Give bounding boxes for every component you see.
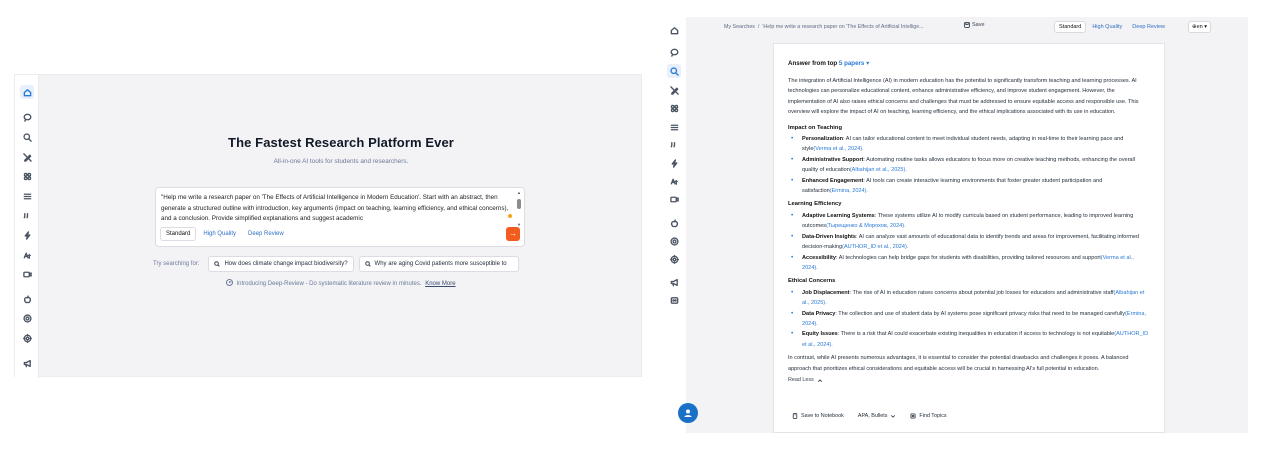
help-chat-button[interactable] bbox=[678, 403, 698, 423]
citation-style-dropdown[interactable] bbox=[858, 413, 897, 419]
mode-deep-review[interactable]: Deep Review bbox=[1132, 24, 1166, 30]
chat-icon[interactable] bbox=[20, 110, 34, 124]
list-item bbox=[788, 232, 1150, 253]
save-to-notebook-button[interactable] bbox=[792, 413, 844, 419]
query-scrollbar[interactable] bbox=[517, 191, 521, 226]
intro-banner bbox=[39, 279, 643, 287]
item-term: Personalization bbox=[802, 136, 843, 143]
item-text: : These systems utilize AI to modify curricula based on student performance, leading to improved learning outcomes bbox=[802, 212, 1134, 230]
scroll-thumb[interactable] bbox=[517, 199, 521, 209]
query-box[interactable] bbox=[155, 187, 525, 247]
globe-icon: ⊕ bbox=[1192, 24, 1197, 30]
mode-high-quality[interactable]: High Quality bbox=[203, 231, 237, 237]
answer-list bbox=[788, 211, 1150, 273]
page-subtitle: All-in-one AI tools for students and researchers. bbox=[273, 158, 409, 165]
bolt-icon[interactable] bbox=[20, 228, 34, 242]
suggestions-label: Try searching for: bbox=[153, 261, 200, 267]
item-term: Adaptive Learning Systems bbox=[802, 212, 875, 219]
save-icon bbox=[964, 22, 970, 28]
search-icon bbox=[365, 261, 371, 267]
breadcrumb-current: 'Help me write a research paper on 'The Effects of Artificial Intellige... bbox=[762, 24, 924, 30]
mode-deep-review[interactable]: Deep Review bbox=[248, 231, 284, 237]
answer-list bbox=[788, 134, 1150, 196]
pen-icon[interactable] bbox=[20, 150, 34, 164]
search-icon[interactable] bbox=[20, 130, 34, 144]
play-icon bbox=[226, 279, 233, 286]
video-icon[interactable] bbox=[20, 267, 34, 281]
chevron-up-icon bbox=[817, 378, 823, 383]
item-text: : AI tools can create interactive learning environments that foster greater student participation and satisfaction bbox=[802, 177, 1103, 195]
citation-link[interactable]: (Ermina, 2024). bbox=[802, 310, 1147, 327]
mode-standard[interactable]: Standard bbox=[1054, 21, 1086, 33]
citation-link[interactable]: (Albahijan et al., 2025). bbox=[849, 167, 907, 174]
list-item bbox=[788, 329, 1150, 350]
answer-actions bbox=[792, 413, 947, 419]
mode-selector bbox=[1054, 21, 1169, 33]
item-text: : There is a risk that AI could exacerbate existing inequalities in education if access to technology is not equitable bbox=[837, 331, 1115, 338]
citation-link[interactable]: (Ermina, 2024). bbox=[829, 188, 868, 195]
mode-standard[interactable]: Standard bbox=[160, 227, 196, 241]
intro-text: Introducing Deep-Review - Do systematic literature review in minutes. bbox=[236, 281, 422, 287]
answer-card bbox=[773, 43, 1165, 433]
bolt-icon[interactable] bbox=[667, 156, 681, 170]
answer-header bbox=[788, 60, 869, 67]
left-sidebar bbox=[15, 75, 39, 378]
left-sidebar bbox=[662, 17, 686, 433]
citation-link[interactable]: (Тырещенко & Морохов, 2024). bbox=[826, 223, 906, 230]
item-term: Accessibility bbox=[802, 254, 836, 261]
quote-icon[interactable] bbox=[667, 137, 681, 151]
mode-high-quality[interactable]: High Quality bbox=[1092, 24, 1123, 30]
read-less-button[interactable] bbox=[788, 375, 1150, 385]
home-screen bbox=[14, 74, 642, 377]
notebook-icon bbox=[792, 413, 798, 419]
suggestion-text: How does climate change impact biodiversity? bbox=[224, 261, 348, 267]
search-icon[interactable] bbox=[667, 64, 681, 78]
answer-intro: The integration of Artificial Intelligence (AI) in modern education has the potential to significantly transform teaching and learning processes. AI technologies can personalize educational content, enhance administrative efficiency, and improve student engagement. However, the implementation of AI also raises ethical concerns and challenges that must be addressed to ensure equitable access and responsible use. This overview will explore the impact of AI on teaching, learning efficiency, and the ethical implications associated with its use in education. bbox=[788, 78, 1139, 116]
citation-link[interactable]: (Albahijan et al., 2025). bbox=[802, 289, 1145, 307]
language-value: en bbox=[1196, 24, 1203, 30]
list-item bbox=[788, 309, 1150, 330]
action-label: APA, Bullets bbox=[857, 413, 888, 419]
breadcrumb-separator: / bbox=[757, 24, 760, 30]
bot-icon[interactable] bbox=[667, 293, 681, 307]
list-item bbox=[788, 288, 1150, 309]
list-item bbox=[788, 211, 1150, 232]
list-icon[interactable] bbox=[667, 120, 681, 134]
item-term: Equity Issues bbox=[802, 331, 838, 338]
gear-icon[interactable] bbox=[667, 252, 681, 266]
support-agent-icon bbox=[683, 408, 693, 418]
read-less-label: Read Less bbox=[788, 376, 814, 383]
page-title: The Fastest Research Platform Ever bbox=[228, 135, 454, 150]
answer-body bbox=[788, 76, 1150, 385]
chevron-down-icon[interactable]: ▾ bbox=[866, 60, 870, 67]
save-button[interactable] bbox=[964, 22, 985, 28]
item-term: Data-Driven Insights bbox=[802, 233, 856, 240]
list-item bbox=[788, 134, 1150, 155]
answer-section-title: Impact on Teaching bbox=[788, 124, 843, 131]
answer-conclusion: In contrast, while AI presents numerous advantages, it is essential to consider the potential drawbacks and challenges it poses. A balanced approach that prioritizes ethical considerations and equitable access will be crucial in harnessing AI's full potential in education. bbox=[788, 355, 1129, 372]
item-term: Job Displacement bbox=[802, 289, 850, 296]
answer-screen bbox=[662, 17, 1248, 433]
video-icon[interactable] bbox=[667, 192, 681, 206]
answer-section-title: Learning Efficiency bbox=[788, 201, 842, 208]
scroll-up-icon[interactable]: ▲ bbox=[517, 190, 521, 195]
item-text: : AI can analyze vast amounts of educational data to identify trends and areas for improvement, facilitating informed decision-making bbox=[802, 233, 1140, 251]
target-icon[interactable] bbox=[20, 311, 34, 325]
pen-icon[interactable] bbox=[667, 83, 681, 97]
item-term: Enhanced Engagement bbox=[802, 177, 864, 184]
gear-icon[interactable] bbox=[20, 331, 34, 345]
know-more-link[interactable]: Know More bbox=[425, 281, 456, 287]
chat-icon[interactable] bbox=[667, 45, 681, 59]
status-dot bbox=[508, 214, 512, 218]
item-text: : AI technologies can help bridge gaps for students with disabilities, providing tailored resources and support bbox=[835, 254, 1101, 261]
suggestion-text: Why are aging Covid patients more susceptible to bbox=[374, 261, 507, 267]
apple-icon[interactable] bbox=[20, 292, 34, 306]
home-icon[interactable] bbox=[667, 23, 681, 37]
item-text: : The rise of AI in education raises concerns about potential job losses for educators and administrative staff bbox=[849, 289, 1114, 296]
grid-icon[interactable] bbox=[20, 169, 34, 183]
text-icon[interactable] bbox=[20, 248, 34, 262]
action-label: Save to Notebook bbox=[801, 413, 844, 419]
quote-icon[interactable] bbox=[20, 208, 34, 222]
list-item bbox=[788, 155, 1150, 176]
mode-selector bbox=[160, 227, 289, 241]
text-icon[interactable] bbox=[667, 174, 681, 188]
search-icon bbox=[214, 261, 220, 267]
answer-section-title: Ethical Concerns bbox=[788, 278, 836, 285]
list-icon[interactable] bbox=[20, 189, 34, 203]
topics-icon bbox=[910, 413, 916, 419]
scroll-down-icon[interactable]: ▼ bbox=[517, 222, 521, 227]
suggestions-row bbox=[153, 256, 519, 272]
citation-link[interactable]: (Verma et al., 2024). bbox=[802, 254, 1134, 271]
citation-link[interactable]: (Verma et al., 2024). bbox=[813, 146, 864, 153]
suggestion-chip[interactable] bbox=[208, 256, 353, 272]
citation-link[interactable]: (AUTHOR_ID et al., 2024). bbox=[842, 244, 909, 251]
language-select[interactable] bbox=[1188, 21, 1211, 33]
answer-header-prefix: Answer from top bbox=[788, 60, 838, 67]
answer-list bbox=[788, 288, 1150, 350]
citation-link[interactable]: (AUTHOR_ID et al., 2024). bbox=[802, 331, 1149, 348]
apple-icon[interactable] bbox=[667, 216, 681, 230]
megaphone-icon[interactable] bbox=[667, 275, 681, 289]
grid-icon[interactable] bbox=[667, 101, 681, 115]
item-text: : The collection and use of student data by AI systems pose significant privacy risks that need to be managed carefully bbox=[835, 310, 1126, 317]
megaphone-icon[interactable] bbox=[20, 356, 34, 370]
list-item bbox=[788, 176, 1150, 197]
chevron-down-icon: ▾ bbox=[1202, 24, 1208, 30]
suggestion-chip[interactable] bbox=[359, 256, 519, 272]
breadcrumb bbox=[724, 24, 924, 30]
target-icon[interactable] bbox=[667, 234, 681, 248]
send-button[interactable]: → bbox=[506, 227, 520, 241]
item-text: : Automating routine tasks allows educators to focus more on creative teaching methods, enhancing the overall quality of education bbox=[802, 156, 1135, 174]
item-term: Administrative Support bbox=[802, 156, 864, 163]
breadcrumb-root[interactable]: My Searches bbox=[724, 24, 755, 30]
chevron-down-icon bbox=[890, 413, 896, 419]
home-icon[interactable] bbox=[20, 85, 34, 99]
item-term: Data Privacy bbox=[802, 310, 836, 317]
list-item bbox=[788, 253, 1150, 274]
papers-link[interactable]: 5 papers bbox=[838, 60, 865, 67]
save-label: Save bbox=[972, 22, 985, 28]
item-text: : AI can tailor educational content to meet individual student needs, adapting in real-time to their learning pace and style bbox=[802, 136, 1124, 153]
query-input[interactable]: "Help me write a research paper on 'The Effects of Artificial Intelligence in Modern Education'. Start with an abstract, then generate a structured outline with introduction, key arguments (impact on teaching, learning efficiency, and ethical concerns), and a conclusion. Provide simplified explanations and suggest academic bbox=[161, 194, 509, 222]
find-topics-button[interactable] bbox=[910, 413, 946, 419]
top-bar bbox=[686, 17, 1248, 39]
action-label: Find Topics bbox=[919, 413, 947, 419]
